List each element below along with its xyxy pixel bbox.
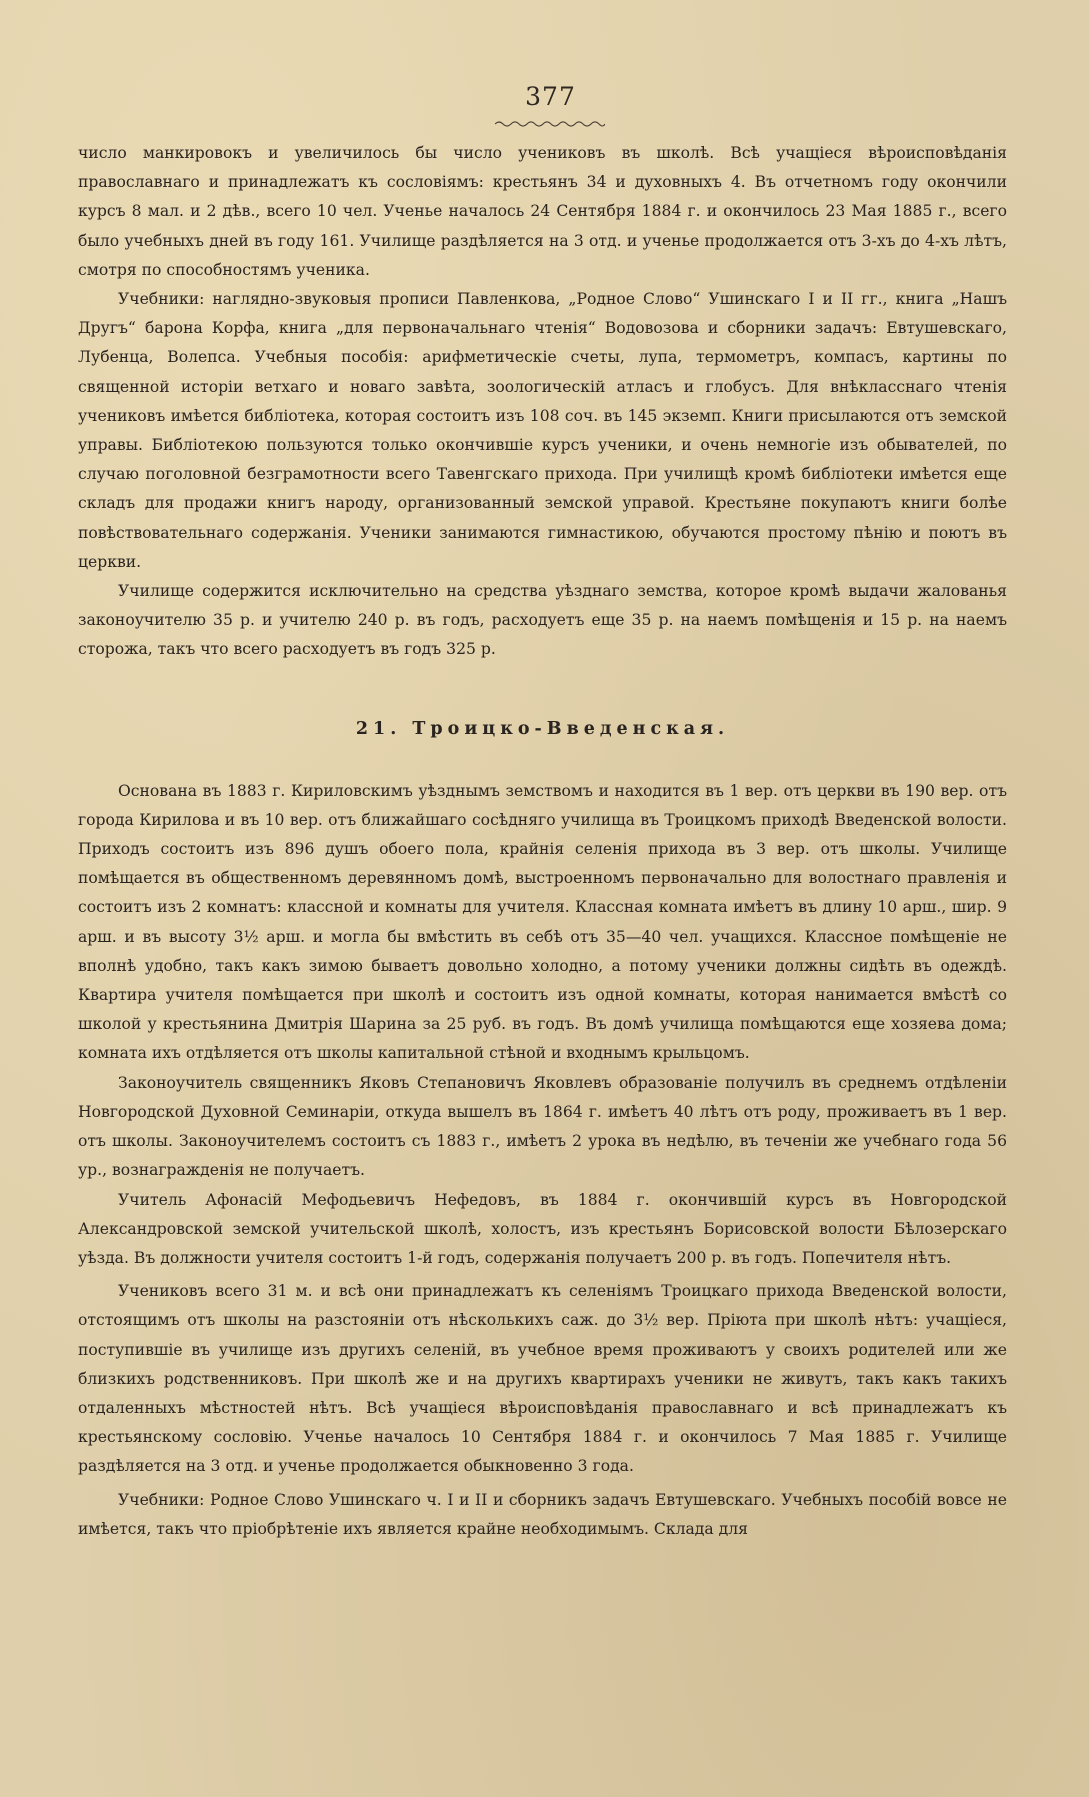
- paragraph-students: Учениковъ всего 31 м. и всѣ они принадлежатъ къ селеніямъ Троицкаго прихода Введенской волости, отстоящимъ отъ школы на разстояніи отъ нѣсколькихъ саж. до 3½ вер. Пріюта при школѣ нѣтъ: учащіеся, поступившіе въ училище изъ другихъ селеній, въ учебное время проживаютъ у своихъ родителей или же близкихъ родственниковъ. При школѣ же и на другихъ квартирахъ ученики не живутъ, такъ какъ такихъ отдаленныхъ мѣстностей нѣтъ. Всѣ учащіеся вѣроисповѣданія православнаго и всѣ принадлежатъ къ крестьянскому сословію. Ученье началось 10 Сентября 1884 г. и окончилось 7 Мая 1885 г. Училище раздѣляется на 3 отд. и ученье продолжается обыкновенно 3 года.: [78, 1282, 1007, 1476]
- paragraph-religion-teacher: Законоучитель священникъ Яковъ Степановичъ Яковлевъ образованіе получилъ въ среднемъ отдѣленіи Новгородской Духовной Семинаріи, откуда вышелъ въ 1864 г. имѣетъ 40 лѣтъ отъ роду, проживаетъ въ 1 вер. отъ школы. Законоучителемъ состоитъ съ 1883 г., имѣетъ 2 урока въ недѣлю, въ теченіи же учебнаго года 56 ур., вознагражденія не получаетъ.: [78, 1073, 1007, 1180]
- paragraph-continuation: число манкировокъ и увеличилось бы число учениковъ въ школѣ. Всѣ учащіеся вѣроисповѣданія православнаго и принадлежатъ къ сословіямъ: крестьянъ 34 и духовныхъ 4. Въ отчетномъ году окончили курсъ 8 мал. и 2 дѣв., всего 10 чел. Ученье началось 24 Сентября 1884 г. и окончилось 23 Мая 1885 г., всего было учебныхъ дней въ году 161. Училище раздѣляется на 3 отд. и ученье продолжается отъ 3-хъ до 4-хъ лѣтъ, смотря по способностямъ ученика.: [78, 144, 1007, 279]
- section-title: 21. Троицко-Введенская.: [355, 718, 730, 739]
- paragraph-textbooks-2: Учебники: Родное Слово Ушинскаго ч. I и II и сборникъ задачъ Евтушевскаго. Учебныхъ пособій вовсе не имѣется, такъ что пріобрѣтеніе ихъ является крайне необходимымъ. Склада для: [78, 1490, 1007, 1538]
- wavy-rule-icon: [495, 120, 605, 128]
- paragraph-funding: Училище содержится исключительно на средства уѣзднаго земства, которое кромѣ выдачи жалованья законоучителю 35 р. и учителю 240 р. въ годъ, расходуетъ еще 35 р. на наемъ помѣщенія и 15 р. на наемъ сторожа, такъ что всего расходуетъ въ годъ 325 р.: [78, 582, 1007, 659]
- paragraph-textbooks: Учебники: наглядно-звуковыя прописи Павленкова, „Родное Слово“ Ушинскаго I и II гг., книга „Нашъ Другъ“ барона Корфа, книга „для первоначальнаго чтенія“ Водовозова и сборники задачъ: Евтушевскаго, Лубенца, Волепса. Учебныя пособія: арифметическіе счеты, лупа, термометръ, компасъ, картины по священной исторіи ветхаго и новаго завѣта, зоологическій атласъ и глобусъ. Для внѣкласснаго чтенія учениковъ имѣется библіотека, которая состоитъ изъ 108 соч. въ 145 экземп. Книги присылаются отъ земской управы. Библіотекою пользуются только окончившіе курсъ ученики, и очень немногіе изъ обывателей, по случаю поголовной безграмотности всего Тавенгскаго прихода. При училищѣ кромѣ библіотеки имѣется еще складъ для продажи книгъ народу, организованный земской управой. Крестьяне покупаютъ книги болѣе повѣствовательнаго содержанія. Ученики занимаются гимнастикою, обучаются простому пѣнію и поютъ въ церкви.: [78, 290, 1007, 571]
- paragraph-founding: Основана въ 1883 г. Кириловскимъ уѣзднымъ земствомъ и находится въ 1 вер. отъ церкви въ 190 вер. отъ города Кирилова и въ 10 вер. отъ ближайшаго сосѣдняго училища въ Троицкомъ приходѣ Введенской волости. Приходъ состоитъ изъ 896 душъ обоего пола, крайнія селенія прихода въ 3 вер. отъ школы. Училище помѣщается въ общественномъ деревянномъ домѣ, выстроенномъ первоначально для волостнаго правленія и состоитъ изъ 2 комнатъ: классной и комнаты для учителя. Классная комната имѣетъ въ длину 10 арш., шир. 9 арш. и въ высоту 3½ арш. и могла бы вмѣстить въ себѣ отъ 35—40 чел. учащихся. Классное помѣщеніе не вполнѣ удобно, такъ какъ зимою бываетъ довольно холодно, а потому ученики должны сидѣть въ одеждѣ. Квартира учителя помѣщается при школѣ и состоитъ изъ одной комнаты, которая нанимается вмѣстѣ со школой у крестьянина Дмитрія Шарина за 25 руб. въ годъ. Въ домѣ училища помѣщаются еще хозяева дома; комната ихъ отдѣляется отъ школы капитальной стѣной и входнымъ крыльцомъ.: [78, 781, 1007, 1063]
- paragraph-teacher: Учитель Афонасій Мефодьевичъ Нефедовъ, въ 1884 г. окончившій курсъ въ Новгородской Александровской земской учительской школѣ, холостъ, изъ крестьянъ Борисовской волости Бѣлозерскаго уѣзда. Въ должности учителя состоитъ 1-й годъ, содержанія получаетъ 200 р. въ годъ. Попечителя нѣтъ.: [78, 1190, 1007, 1267]
- page-number: 377: [525, 82, 576, 111]
- page-number-ornament: [92, 113, 1007, 121]
